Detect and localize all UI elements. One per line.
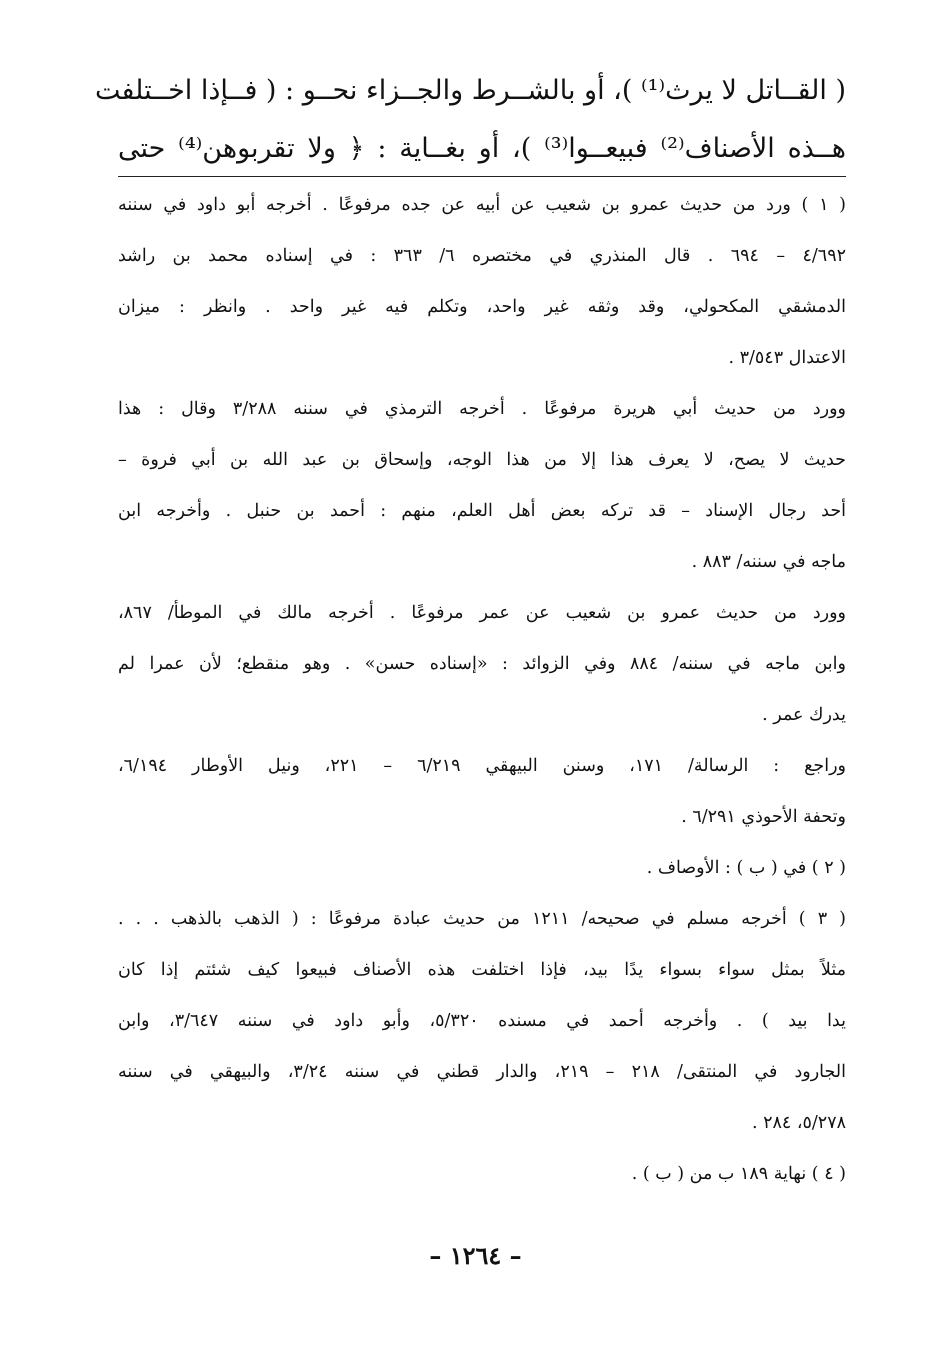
footnote-line: وابن ماجه في سننه/ ٨٨٤ وفي الزوائد : «إسناده حسن» . وهو منقطع؛ لأن عمرا لم: [118, 654, 846, 674]
footnotes: [118, 180, 846, 1200]
footnote-3: [118, 894, 846, 1149]
footnote-line: ( ٢ ) في ( ب ) : الأوصاف .: [646, 858, 846, 878]
footnote-line: الدمشقي المكحولي، وقد وثقه غير واحد، وتكلم فيه غير واحد . وانظر : ميزان: [118, 297, 846, 317]
footnote-line: وورد من حديث عمرو بن شعيب عن عمر مرفوعًا . أخرجه مالك في الموطأ/ ٨٦٧،: [118, 603, 846, 623]
footnote-1-continued-c: [118, 741, 846, 843]
footnote-line: ٤/٦٩٢ – ٦٩٤ . قال المنذري في مختصره ٦/ ٣٦٣ : في إسناده محمد بن راشد: [118, 246, 846, 266]
footnote-1: [118, 180, 846, 384]
page-number: – ١٢٦٤ –: [429, 1241, 522, 1270]
main-text-line-2: هــذه الأصناف⁽²⁾ فبيعــوا⁽³⁾ )، أو بغــاية : ﴿ ولا تقربوهن⁽⁴⁾ حتى: [118, 133, 847, 164]
footnote-line: ماجه في سننه/ ٨٨٣ .: [691, 552, 846, 572]
footnote-line: أحد رجال الإسناد – قد تركه بعض أهل العلم، منهم : أحمد بن حنبل . وأخرجه ابن: [118, 501, 846, 521]
footnote-line: وتحفة الأحوذي ٦/٢٩١ .: [681, 807, 846, 827]
footnote-line: الجارود في المنتقى/ ٢١٨ – ٢١٩، والدار قطني في سننه ٣/٢٤، والبيهقي في سننه: [118, 1062, 846, 1082]
footnote-line: ( ٣ ) أخرجه مسلم في صحيحه/ ١٢١١ من حديث عبادة مرفوعًا : ( الذهب بالذهب . . .: [118, 909, 846, 929]
footnote-line: ( ١ ) ورد من حديث عمرو بن شعيب عن أبيه عن جده مرفوعًا . أخرجه أبو داود في سننه: [118, 195, 847, 215]
main-text-line-1: ( القــاتل لا يرث⁽¹⁾ )، أو بالشــرط والجــزاء نحــو : ( فــإذا اخــتلفت: [95, 75, 846, 106]
main-text: [95, 62, 847, 178]
footnote-4: [118, 1149, 846, 1200]
footnote-1-continued-a: [118, 384, 846, 588]
footnote-2: [118, 843, 846, 894]
footnote-line: وورد من حديث أبي هريرة مرفوعًا . أخرجه الترمذي في سننه ٣/٢٨٨ وقال : هذا: [118, 399, 846, 419]
footnote-1-continued-b: [118, 588, 846, 741]
footnote-line: وراجع : الرسالة/ ١٧١، وسنن البيهقي ٦/٢١٩ – ٢٢١، ونيل الأوطار ٦/١٩٤،: [118, 756, 846, 776]
footnote-line: الاعتدال ٣/٥٤٣ .: [728, 348, 846, 368]
footnote-line: ٥/٢٧٨، ٢٨٤ .: [751, 1113, 846, 1133]
footnote-line: يدا بيد ) . وأخرجه أحمد في مسنده ٥/٣٢٠، وأبو داود في سننه ٣/٦٤٧، وابن: [118, 1011, 846, 1031]
footnote-divider: [118, 176, 846, 177]
footnote-line: يدرك عمر .: [762, 705, 846, 725]
footnote-line: مثلاً بمثل سواء بسواء يدًا بيد، فإذا اختلفت هذه الأصناف فبيعوا كيف شئتم إذا كان: [118, 960, 846, 980]
footnote-line: حديث لا يصح، لا يعرف هذا إلا من هذا الوجه، وإسحاق بن عبد الله بن أبي فروة –: [118, 450, 846, 470]
footnote-line: ( ٤ ) نهاية ١٨٩ ب من ( ب ) .: [631, 1164, 846, 1184]
